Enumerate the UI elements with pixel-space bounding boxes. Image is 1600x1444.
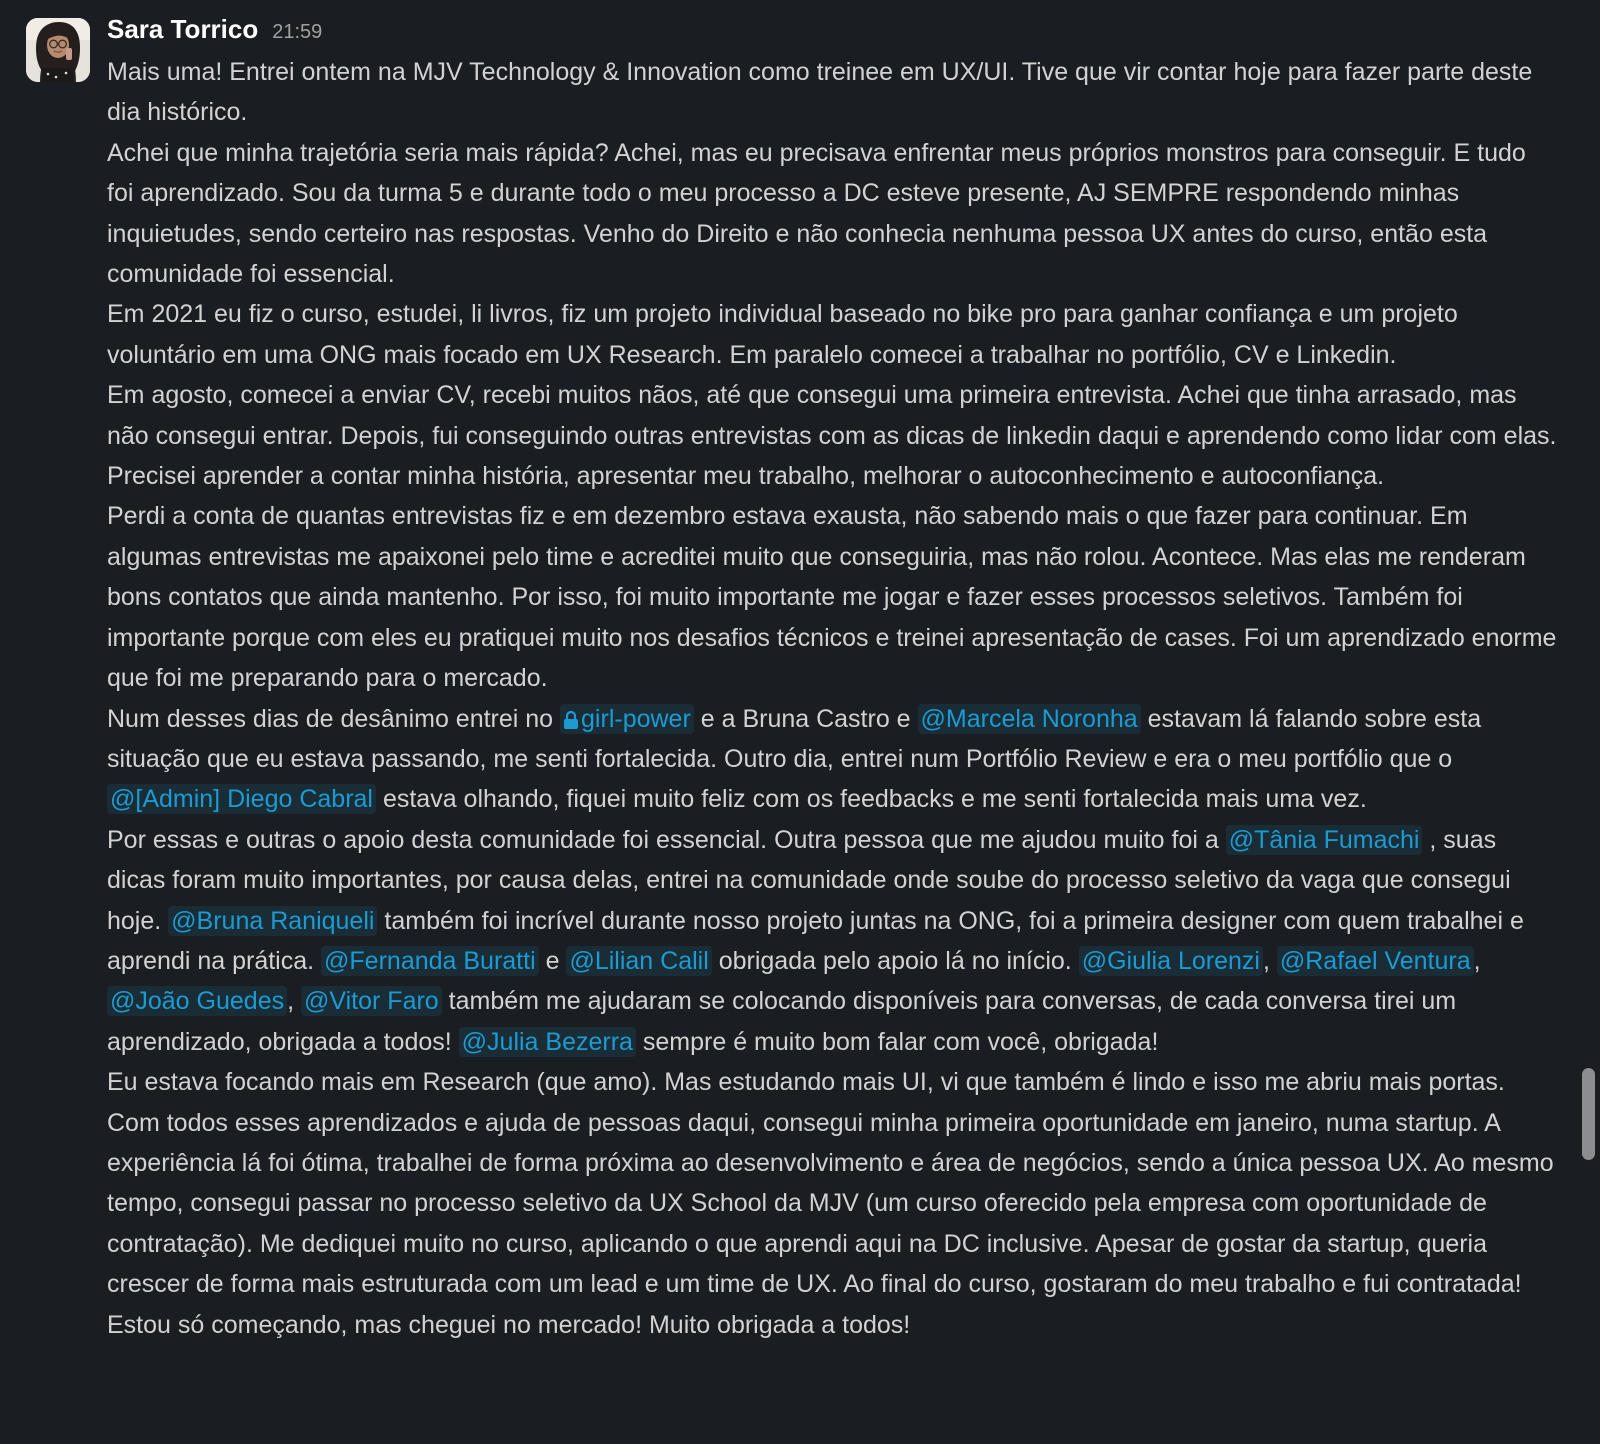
message-paragraph [107, 699, 1557, 820]
message-paragraph [107, 1103, 1557, 1345]
mention-label: @Lilian Calil [569, 946, 709, 975]
message-text: Perdi a conta de quantas entrevistas fiz e em dezembro estava exausta, não sabendo mais o que fazer para continuar. Em algumas entrevistas me apaixonei pelo time e acreditei muito que conseguiria, mas não rolou. Acontece. Mas elas me renderam bons contatos que ainda mantenho. Por isso, foi muito importante me jogar e fazer esses processos seletivos. Também foi importante porque com eles eu pratiquei muito nos desafios técnicos e treinei apresentação de cases. Foi um aprendizado enorme que foi me preparando para o mercado. [107, 502, 1557, 693]
message-text: , suas dicas foram muito importantes, por causa delas, entrei na comunidade onde soube do processo seletivo da vaga que consegui hoje. [107, 825, 1511, 935]
message-text: estavam lá falando sobre esta situação que eu estava passando, me senti fortalecida. Outro dia, entrei num Portfólio Review e era o meu portfólio que o [107, 704, 1482, 773]
user-mention[interactable] [321, 946, 539, 976]
scrollbar-thumb[interactable] [1582, 1068, 1595, 1160]
message-text: sempre é muito bom falar com você, obrigada! [635, 1027, 1159, 1056]
user-mention[interactable] [1079, 946, 1263, 976]
channel-link-girl-power[interactable] [560, 704, 694, 734]
message-paragraph [107, 133, 1557, 295]
message-text: e [538, 946, 567, 975]
message-body [107, 52, 1557, 1345]
mention-label: @Marcela Noronha [920, 704, 1138, 733]
message-text: Num desses dias de desânimo entrei no [107, 704, 561, 733]
message-paragraph [107, 52, 1557, 133]
user-mention[interactable] [301, 986, 442, 1016]
message-header [107, 14, 322, 54]
message-text: estava olhando, fiquei muito feliz com os feedbacks e me senti fortalecida mais uma vez. [376, 785, 1367, 814]
message-text: também me ajudaram se colocando disponíveis para conversas, de cada conversa tirei um aprendizado, obrigada a todos! [107, 987, 1457, 1056]
message-text: Achei que minha trajetória seria mais rápida? Achei, mas eu precisava enfrentar meus próprios monstros para conseguir. E tudo foi aprendizado. Sou da turma 5 e durante todo o meu processo a DC esteve presente, AJ SEMPRE respondendo minhas inquietudes, sendo certeiro nas respostas. Venho do Direito e não conhecia nenhuma pessoa UX antes do curso, então esta comunidade foi essencial. [107, 138, 1526, 289]
mention-label: @Julia Bezerra [461, 1027, 633, 1056]
mention-label: girl-power [581, 704, 691, 733]
user-mention[interactable] [107, 986, 287, 1016]
message-text: Mais uma! Entrei ontem na MJV Technology & Innovation como treinee em UX/UI. Tive que vir contar hoje para fazer parte deste dia histórico. [107, 58, 1533, 127]
user-mention[interactable] [566, 946, 711, 976]
mention-label: @Bruna Raniqueli [171, 906, 375, 935]
message-text: , [1262, 946, 1277, 975]
lock-icon [563, 710, 579, 730]
message-text: Em 2021 eu fiz o curso, estudei, li livros, fiz um projeto individual baseado no bike pro para ganhar confiança e um projeto voluntário em uma ONG mais focado em UX Research. Em paralelo comecei a trabalhar no portfólio, CV e Linkedin. [107, 300, 1458, 369]
message-text: Por essas e outras o apoio desta comunidade foi essencial. Outra pessoa que me ajudou muito foi a [107, 825, 1226, 854]
user-avatar-photo-icon [26, 18, 90, 82]
message-paragraph [107, 294, 1557, 375]
mention-label: @Giulia Lorenzi [1081, 946, 1260, 975]
sender-name[interactable]: Sara Torrico [107, 14, 259, 44]
user-mention[interactable] [1226, 825, 1423, 855]
avatar[interactable] [26, 18, 90, 82]
message-text: Com todos esses aprendizados e ajuda de pessoas daqui, consegui minha primeira oportunidade em janeiro, numa startup. A experiência lá foi ótima, trabalhei de forma próxima ao desenvolvimento e área de negócios, sendo a única pessoa UX. Ao mesmo tempo, consegui passar no processo seletivo da UX School da MJV (um curso oferecido pela empresa com oportunidade de contratação). Me dediquei muito no curso, aplicando o que aprendi aqui na DC inclusive. Apesar de gostar da startup, queria crescer de forma mais estruturada com um lead e um time de UX. Ao final do curso, gostaram do meu trabalho e fui contratada! Estou só começando, mas cheguei no mercado! Muito obrigada a todos! [107, 1108, 1554, 1339]
message-text: e a Bruna Castro e [693, 704, 918, 733]
user-mention[interactable] [918, 704, 1141, 734]
mention-label: @Rafael Ventura [1279, 946, 1471, 975]
message-text: Eu estava focando mais em Research (que amo). Mas estudando mais UI, vi que também é lindo e isso me abriu mais portas. [107, 1068, 1505, 1097]
mention-label: @João Guedes [110, 987, 285, 1016]
message-paragraph [107, 1062, 1557, 1102]
user-mention[interactable] [1277, 946, 1474, 976]
mention-label: @Vitor Faro [304, 987, 439, 1016]
user-mention[interactable] [107, 784, 376, 814]
message-text: , [1473, 946, 1481, 975]
message-paragraph [107, 375, 1557, 496]
message-text: obrigada pelo apoio lá no início. [711, 946, 1079, 975]
mention-label: @Fernanda Buratti [324, 946, 536, 975]
user-mention[interactable] [168, 906, 377, 936]
user-mention[interactable] [459, 1027, 636, 1057]
mention-label: @[Admin] Diego Cabral [110, 785, 373, 814]
mention-label: @Tânia Fumachi [1228, 825, 1420, 854]
message-text: também foi incrível durante nosso projeto juntas na ONG, foi a primeira designer com quem trabalhei e aprendi na prática. [107, 906, 1524, 975]
message-paragraph [107, 496, 1557, 698]
message-paragraph [107, 820, 1557, 1062]
message-text: , [287, 987, 302, 1016]
message-timestamp[interactable]: 21:59 [272, 21, 323, 43]
message-text: Em agosto, comecei a enviar CV, recebi muitos nãos, até que consegui uma primeira entrevista. Achei que tinha arrasado, mas não consegui entrar. Depois, fui conseguindo outras entrevistas com as dicas de linkedin daqui e aprendendo como lidar com elas. Precisei aprender a contar minha história, apresentar meu trabalho, melhorar o autoconhecimento e autoconfiança. [107, 381, 1557, 491]
